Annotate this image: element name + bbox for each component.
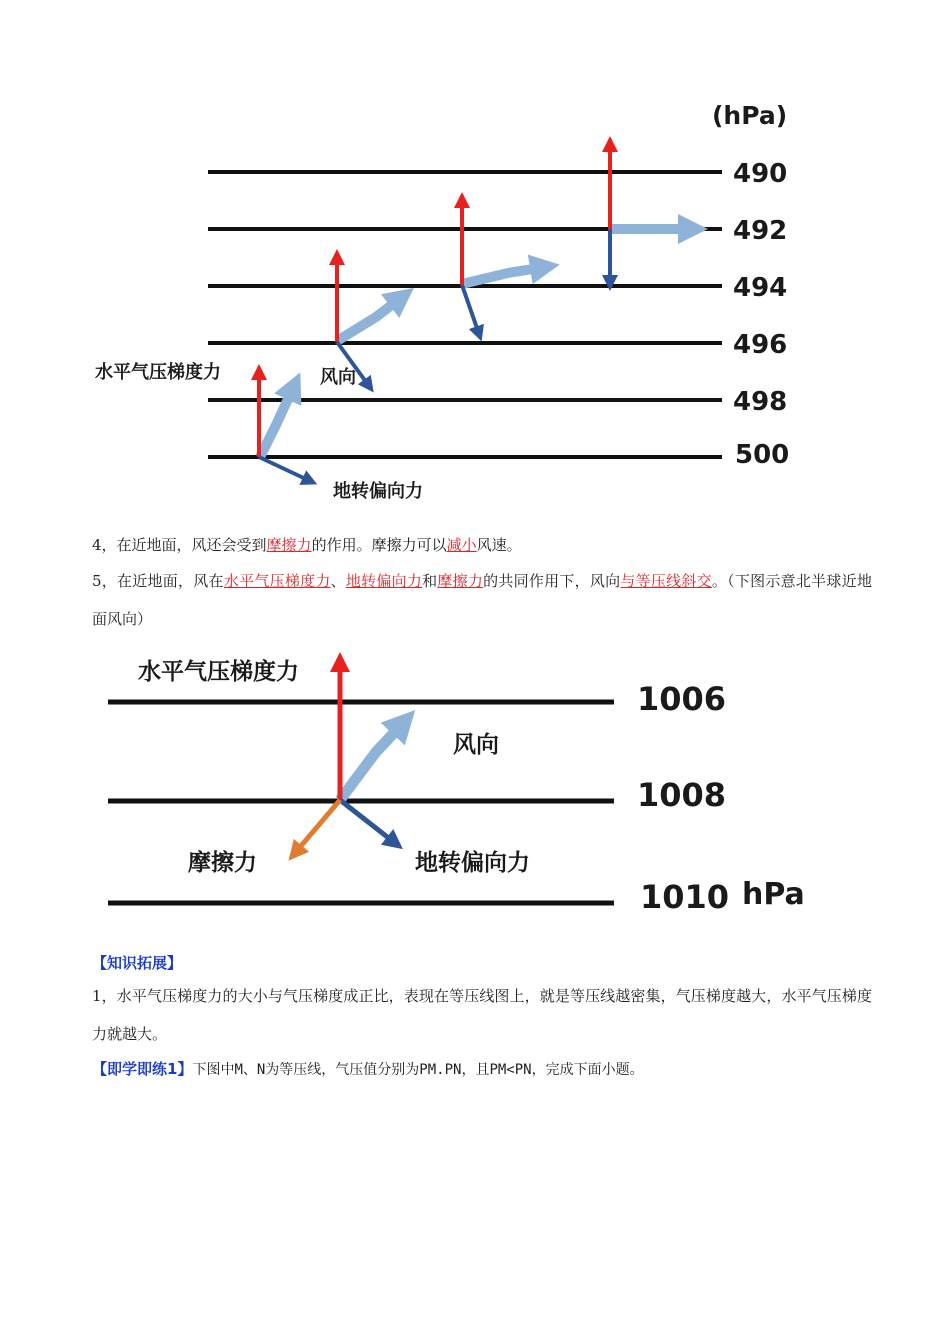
practice-text: 下图中M、N为等压线，气压值分别为PM.PN，且PM<PN，完成下面小题。 — [192, 1062, 644, 1078]
para5-prefix: 5，在近地面，风在 — [92, 572, 224, 590]
extension-text: 1，水平气压梯度力的大小与气压梯度成正比，表现在等压线图上，就是等压线越密集，气压梯度越大，水平气压梯度力就越大。 — [92, 987, 872, 1043]
para4-suffix: 风速。 — [476, 536, 522, 554]
para4-prefix: 4，在近地面，风还会受到 — [92, 536, 267, 554]
para5-answer-3: 摩擦力 — [437, 572, 484, 590]
extension-paragraph — [92, 977, 872, 1053]
isobar-lines-surface — [108, 702, 614, 903]
para5-suffix: 。（下图示意北半球近地面风向） — [92, 572, 872, 628]
isobar-value-498: 498 — [733, 387, 788, 417]
coriolis-arrow-1 — [259, 457, 310, 481]
para5-answer-2: 地转偏向力 — [345, 572, 423, 590]
label-friction: 摩擦力 — [188, 850, 257, 876]
pgf-arrows — [259, 144, 610, 457]
isobar-value-492: 492 — [733, 216, 788, 246]
label-wind: 风向 — [320, 367, 356, 388]
isobar-value-1006: 1006 — [637, 680, 727, 718]
paragraph-5 — [92, 562, 872, 638]
para4-answer-2: 减小 — [446, 536, 477, 554]
wind-arrow-2 — [337, 297, 402, 341]
wind-arrow-3 — [462, 267, 545, 284]
isobar-value-490: 490 — [733, 159, 788, 189]
friction-arrow — [295, 800, 340, 853]
unit-label-surface: hPa — [742, 877, 805, 912]
wind-arrow-1 — [260, 386, 294, 457]
unit-label: (hPa) — [712, 101, 788, 130]
label-pgf: 水平气压梯度力 — [95, 362, 221, 383]
isobar-value-1008: 1008 — [637, 776, 727, 814]
coriolis-arrows — [259, 229, 610, 481]
label-wind-surface: 风向 — [453, 732, 499, 758]
paragraph-4 — [92, 526, 872, 564]
isobar-value-494: 494 — [733, 273, 788, 303]
figure-upper-air-wind — [0, 0, 950, 520]
practice-title: 【即学即练1】 — [92, 1060, 193, 1078]
isobar-value-500: 500 — [735, 440, 790, 470]
wind-arrow-surface — [340, 722, 404, 800]
para5-sep1: 、 — [330, 572, 346, 590]
para4-answer-1: 摩擦力 — [266, 536, 312, 554]
practice-paragraph — [92, 1050, 872, 1089]
isobar-value-496: 496 — [733, 330, 788, 360]
label-coriolis-surface: 地转偏向力 — [415, 850, 530, 876]
coriolis-arrow-surface — [340, 800, 395, 843]
para5-answer-4: 与等压线斜交 — [620, 572, 712, 590]
extension-title: 【知识拓展】 — [92, 954, 183, 972]
label-coriolis: 地转偏向力 — [333, 481, 423, 502]
para5-sep2: 和 — [422, 572, 438, 590]
coriolis-arrow-3 — [462, 285, 479, 334]
figure-surface-wind — [0, 640, 950, 930]
para5-answer-1: 水平气压梯度力 — [223, 572, 331, 590]
label-pgf-surface: 水平气压梯度力 — [138, 659, 299, 685]
para5-mid: 的共同作用下，风向 — [483, 572, 621, 590]
para4-mid: 的作用。摩擦力可以 — [311, 536, 447, 554]
isobar-value-1010: 1010 — [640, 878, 730, 916]
